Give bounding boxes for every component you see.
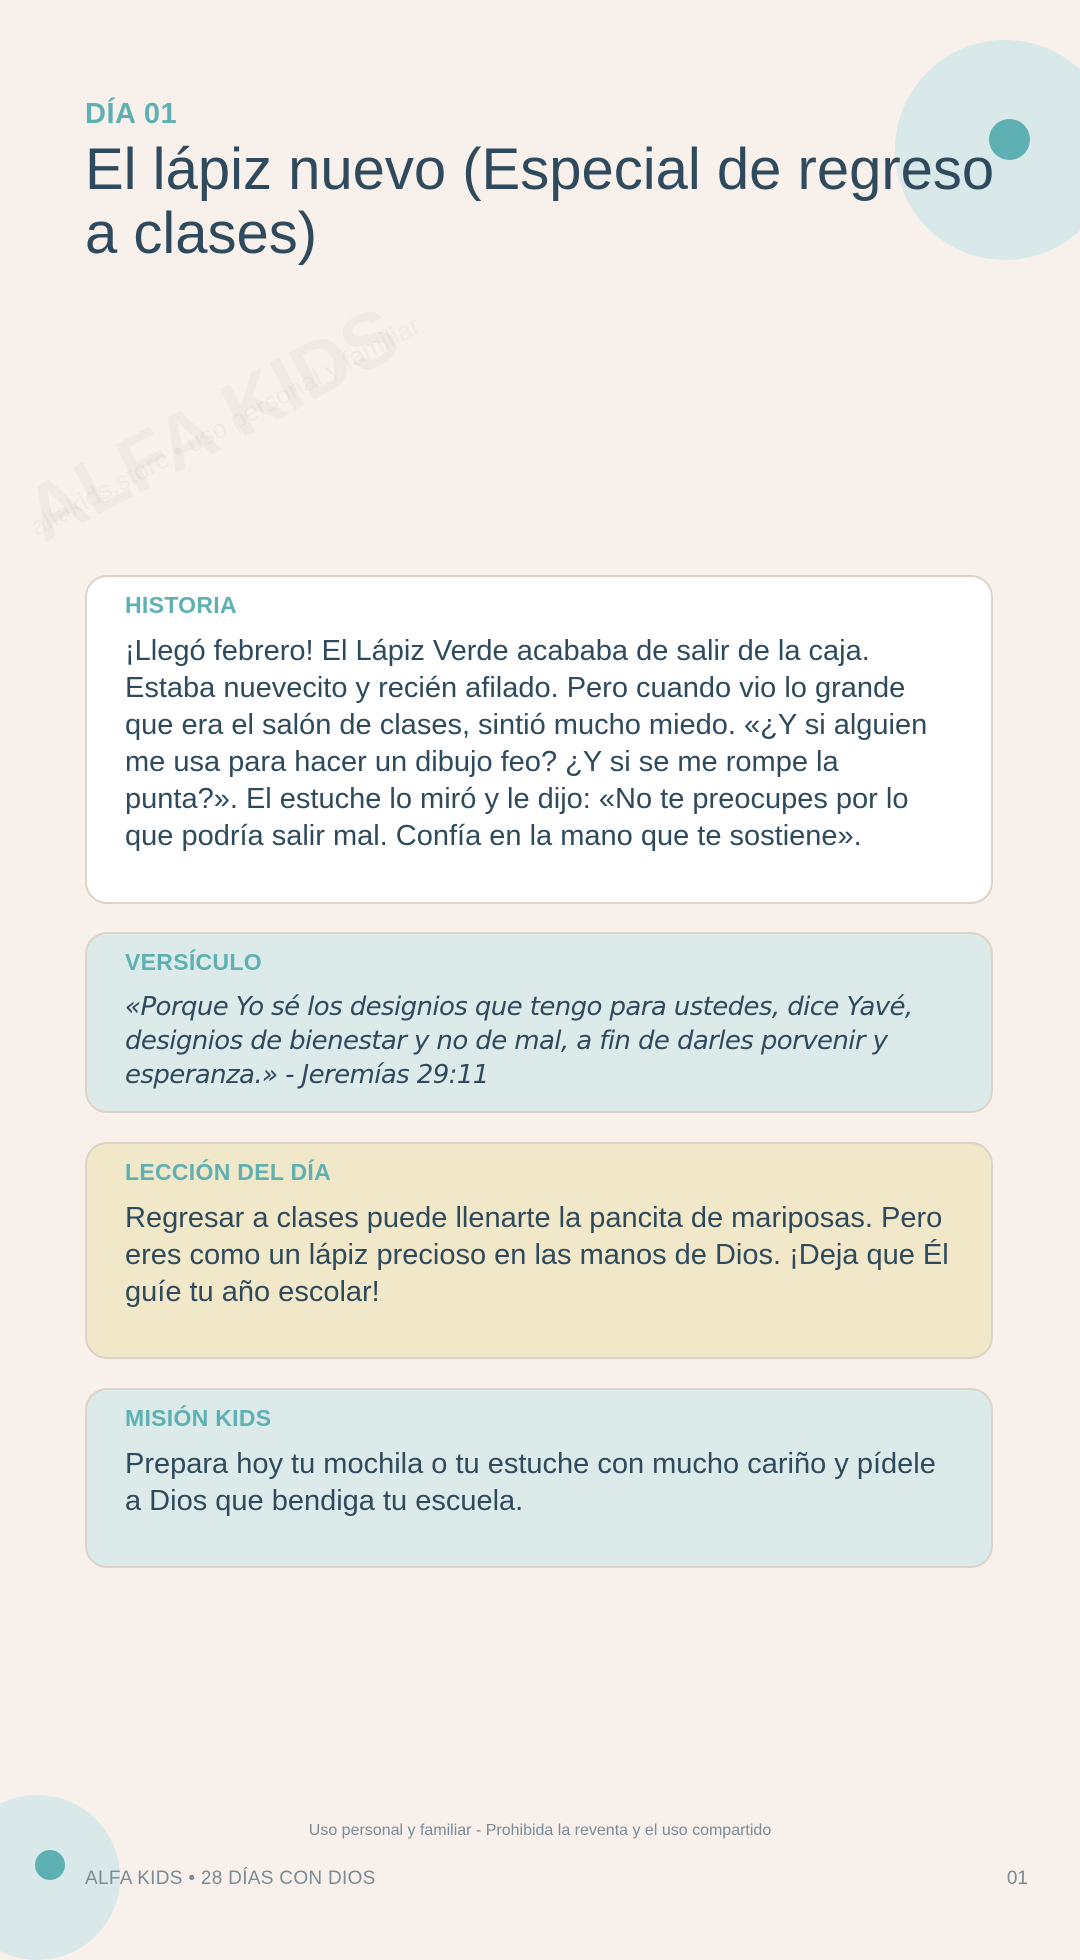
leccion-text: Regresar a clases puede llenarte la pancita de mariposas. Pero eres como un lápiz precioso en las manos de Dios. ¡Deja que Él guíe tu año escolar!	[125, 1202, 949, 1308]
versiculo-label: VERSÍCULO	[125, 949, 262, 975]
historia-card	[85, 575, 993, 904]
historia-label: HISTORIA	[125, 592, 237, 618]
decorative-dot-bottom	[35, 1850, 65, 1880]
page-number: 01	[1006, 1868, 1028, 1889]
page-title: El lápiz nuevo (Especial de regreso a clases)	[85, 137, 995, 266]
usage-notice: Uso personal y familiar - Prohibida la reventa y el uso compartido	[308, 1822, 772, 1839]
watermark-tagline	[25, 310, 425, 542]
historia-text: ¡Llegó febrero! El Lápiz Verde acababa de salir de la caja. Estaba nuevecito y recién afilado. Pero cuando vio lo grande que era el salón de clases, sintió mucho miedo. «¿Y si alguien me usa para hacer un dibujo feo? ¿Y si se me rompe la punta?». El estuche lo miró y le dijo: «No te preocupes por lo que podría salir mal. Confía en la mano que te sostiene».	[125, 635, 928, 852]
mision-label: MISIÓN KIDS	[125, 1405, 272, 1431]
versiculo-card	[85, 932, 993, 1113]
versiculo-text: «Porque Yo sé los designios que tengo para ustedes, dice Yavé, designios de bienestar y no de mal, a fin de darles porvenir y esperanza.» - Jeremías 29:11	[125, 992, 913, 1090]
day-label: DÍA 01	[85, 98, 178, 130]
leccion-card	[85, 1142, 993, 1359]
mision-text: Prepara hoy tu mochila o tu estuche con mucho cariño y pídele a Dios que bendiga tu escuela.	[125, 1448, 936, 1517]
watermark-brand	[10, 288, 414, 560]
mision-card	[85, 1388, 993, 1568]
footer-brand-series: ALFA KIDS • 28 DÍAS CON DIOS	[85, 1868, 376, 1889]
leccion-label: LECCIÓN DEL DÍA	[125, 1159, 331, 1185]
